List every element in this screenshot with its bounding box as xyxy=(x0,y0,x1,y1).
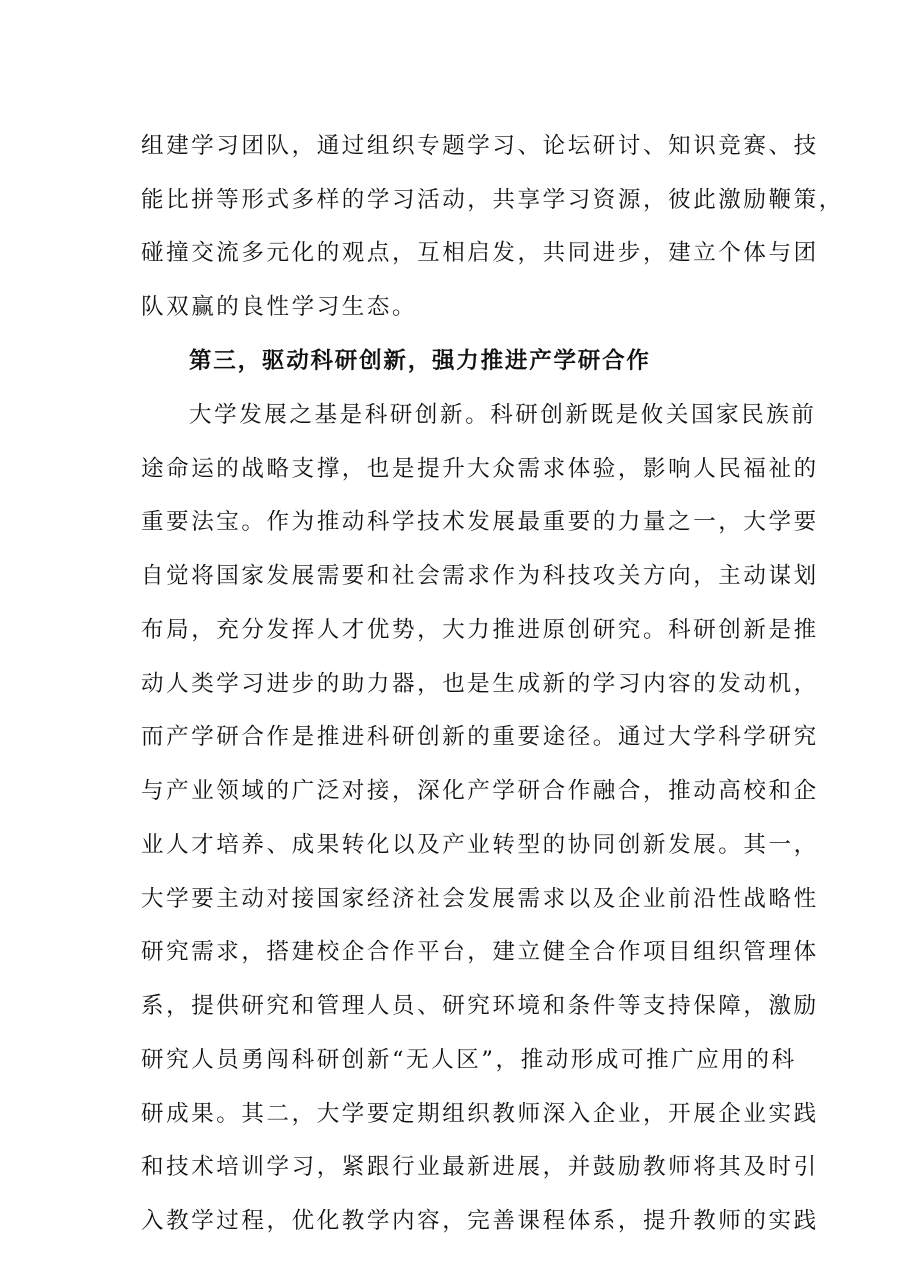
section-heading: 第三，驱动科研创新，强力推进产学研合作 xyxy=(189,348,651,374)
paragraph-line: 而产学研合作是推进科研创新的重要途径。通过大学科学研究 xyxy=(141,724,819,750)
paragraph-line: 和技术培训学习，紧跟行业最新进展，并鼓励教师将其及时引 xyxy=(141,1154,819,1180)
paragraph-line: 大学发展之基是科研创新。科研创新既是攸关国家民族前 xyxy=(189,402,817,428)
paragraph-line: 入教学过程，优化教学内容，完善课程体系，提升教师的实践 xyxy=(141,1208,819,1234)
paragraph-line: 研究人员勇闯科研创新“无人区”，推动形成可推广应用的科 xyxy=(141,1047,797,1073)
paragraph-line: 队双赢的良性学习生态。 xyxy=(141,294,418,320)
paragraph-line: 组建学习团队，通过组织专题学习、论坛研讨、知识竞赛、技 xyxy=(141,133,819,159)
paragraph-line: 研究需求，搭建校企合作平台，建立健全合作项目组织管理体 xyxy=(141,939,819,965)
paragraph-line: 碰撞交流多元化的观点，互相启发，共同进步，建立个体与团 xyxy=(141,240,819,266)
paragraph-line: 大学要主动对接国家经济社会发展需求以及企业前沿性战略性 xyxy=(141,886,819,912)
paragraph-line: 系，提供研究和管理人员、研究环境和条件等支持保障，激励 xyxy=(141,993,819,1019)
paragraph-line: 研成果。其二，大学要定期组织教师深入企业，开展企业实践 xyxy=(141,1101,819,1127)
paragraph-line: 途命运的战略支撑，也是提升大众需求体验，影响人民福祉的 xyxy=(141,456,819,482)
paragraph-line: 重要法宝。作为推动科学技术发展最重要的力量之一，大学要 xyxy=(141,509,819,535)
paragraph-line: 能比拼等形式多样的学习活动，共享学习资源，彼此激励鞭策， xyxy=(141,187,844,213)
paragraph-line: 动人类学习进步的助力器，也是生成新的学习内容的发动机， xyxy=(141,671,819,697)
paragraph-line: 与产业领域的广泛对接，深化产学研合作融合，推动高校和企 xyxy=(141,778,819,804)
paragraph-line: 自觉将国家发展需要和社会需求作为科技攻关方向，主动谋划 xyxy=(141,563,819,589)
paragraph-line: 业人才培养、成果转化以及产业转型的协同创新发展。其一， xyxy=(141,832,819,858)
paragraph-line: 布局，充分发挥人才优势，大力推进原创研究。科研创新是推 xyxy=(141,617,819,643)
